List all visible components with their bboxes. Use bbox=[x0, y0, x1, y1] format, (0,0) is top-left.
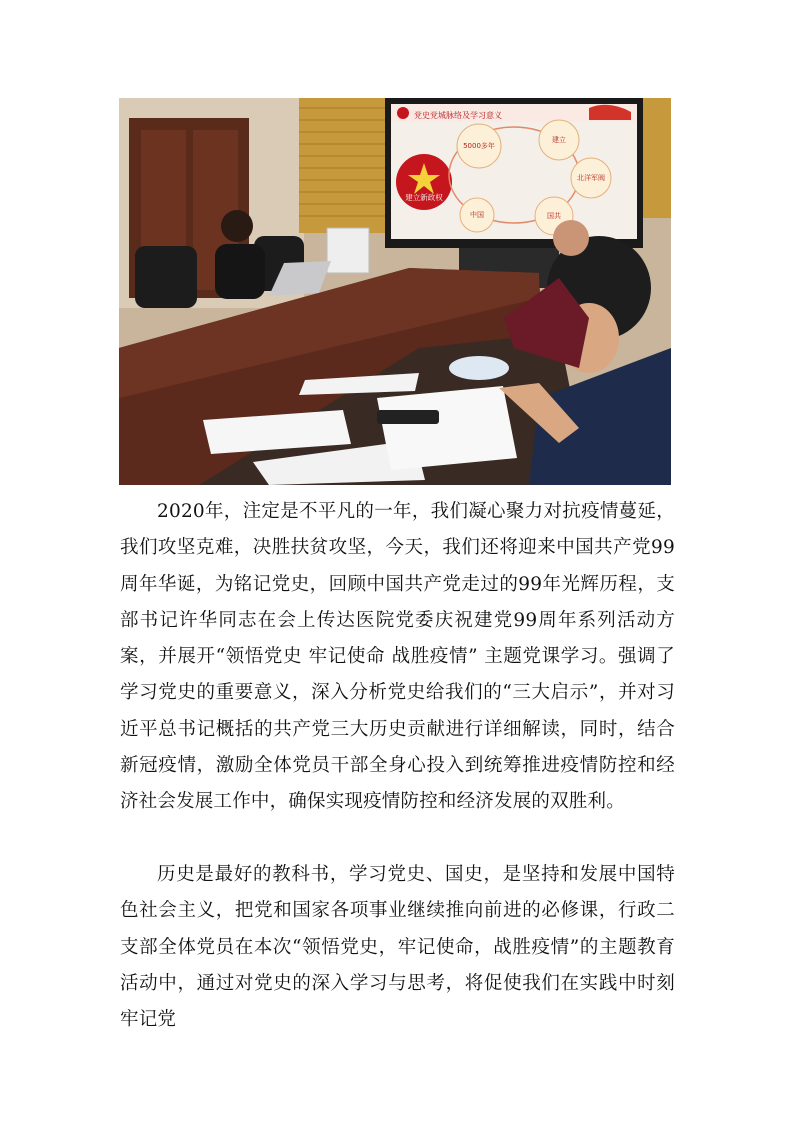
svg-text:国共: 国共 bbox=[547, 212, 561, 220]
paragraph-2: 历史是最好的教科书，学习党史、国史，是坚持和发展中国特色社会主义，把党和国家各项事业继续推向前进的必修课，行政二支部全体党员在本次“领悟党史，牢记使命，战胜疫情”的主题教育活动中，通过对党史的深入学习与思考，将促使我们在实践中时刻牢记党 bbox=[120, 864, 675, 1031]
center-label: 建立新政权 bbox=[405, 193, 443, 202]
svg-text:建立: 建立 bbox=[552, 136, 566, 144]
paragraph-1: 2020年，注定是不平凡的一年，我们凝心聚力对抗疫情蔓延，我们攻坚克难，决胜扶贫攻坚，今天，我们还将迎来中国共产党99周年华诞，为铭记党史，回顾中国共产党走过的99年光辉历程，支部书记许华同志在会上传达医院党委庆祝建党99周年系列活动方案，并展开“领悟党史 牢记使命 战胜疫情” 主题党课学习。强调了学习党史的重要意义，深入分析党史给我们的“三大启示”，并对习近平总书记概括的共产党三大历史贡献进行详细解读，同时，结合新冠疫情，激励全体党员干部全身心投入到统筹推进疫情防控和经济社会发展工作中，确保实现疫情防控和经济发展的双胜利。 bbox=[120, 501, 675, 813]
svg-text:5000多年: 5000多年 bbox=[463, 142, 495, 150]
svg-text:中国: 中国 bbox=[470, 211, 484, 219]
screen-title: 党史党城脉络及学习意义 bbox=[414, 111, 502, 120]
meeting-photo bbox=[119, 98, 671, 485]
svg-text:北洋军阀: 北洋军阀 bbox=[577, 174, 605, 182]
